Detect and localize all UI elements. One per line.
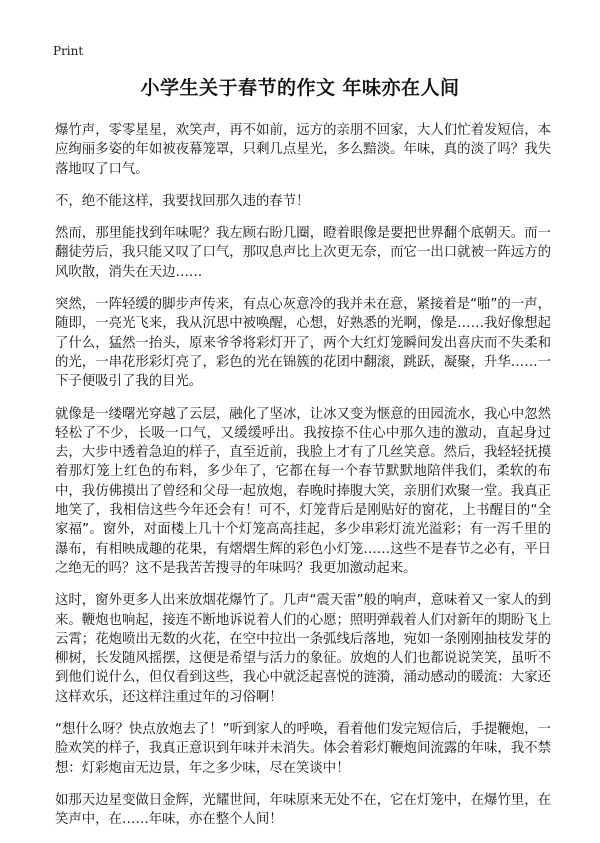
paragraph: 不，绝不能这样，我要找回那久违的春节！ xyxy=(55,193,310,209)
paragraph: 爆竹声，零零星星，欢笑声，再不如前，远方的亲朋不回家，大人们忙着发短信，本应绚丽多姿的年如被夜幕笼罩，只剩几点星光，多么黯淡。年味，真的淡了吗？我失落地叹了口气。 xyxy=(55,123,551,177)
article-body xyxy=(55,121,551,843)
paragraph: 这时，窗外更多人出来放烟花爆竹了。几声“震天雷”般的响声，意味着又一家人的到来。鞭炮也响起，接连不断地诉说着人们的心愿；照明弹载着人们对新年的期盼飞上云霄；花炮喷出无数的火花，在空中拉出一条弧线后落地，宛如一条刚刚抽枝发芽的柳树，长发随风摇摆，这便是希望与活力的象征。放炮的人们也都说说笑笑，虽听不到他们说什么，但仅看到这些，我心中就泛起喜悦的涟漪，涌动感动的暖流：大家还这样欢乐，还这样注重过年的习俗啊！ xyxy=(55,593,551,705)
paragraph: 然而，那里能找到年味呢？我左顾右盼几圈，瞪着眼像是要把世界翻个底朝天。而一翻徒劳后，我只能又叹了口气，那叹息声比上次更无奈，而它一出口就被一阵远方的风吹散，消失在天边…… xyxy=(55,226,551,280)
article-title: 小学生关于春节的作文 年味亦在人间 xyxy=(140,77,460,99)
paragraph: 如那天边星变做日金辉，光耀世间，年味原来无处不在，它在灯笼中，在爆竹里，在笑声中，在……年味，亦在整个人间！ xyxy=(55,792,551,828)
paragraph: “想什么呀？快点放炮去了！”听到家人的呼唤，看着他们发完短信后，手提鞭炮，一脸欢笑的样子，我真正意识到年味并未消失。体会着彩灯鞭炮间流露的年味，我不禁想：灯彩炮亩无边景，年之多少味，尽在笑谈中！ xyxy=(55,722,551,776)
paragraph: 就像是一缕曙光穿越了云层，融化了坚冰，让冰又变为惬意的田园流水，我心中忽然轻松了不少，长吸一口气，又缓缓呼出。我按捺不住心中那久违的激动，直起身过去，大步中透着急迫的样子，直至近前，我脸上才有了几丝笑意。然后，我轻轻抚摸着那灯笼上红色的布料，多少年了，它都在每一个春节默默地陪伴我们，柔软的布中，我仿佛摸出了曾经和父母一起放炮，春晚时捧腹大笑，亲朋们欢聚一堂。我真正地笑了，我相信这些今年还会有！可不，灯笼背后是刚贴好的窗花，上书醒目的“全家福”。窗外，对面楼上几十个灯笼高高挂起，多少串彩灯流光溢彩；有一泻千里的瀑布，有相映成趣的花果，有熠熠生辉的彩色小灯笼……这些不是春节之必有，平日之绝无的吗？这不是我苦苦搜寻的年味吗？我更加激动起来。 xyxy=(55,406,551,576)
paragraph: 突然，一阵轻缓的脚步声传来，有点心灰意冷的我并未在意，紧接着是“啪”的一声，随即，一亮光飞来，我从沉思中被唤醒，心想，好熟悉的光啊，像是……我好像想起了什么，猛然一抬头，原来爷爷将彩灯开了，两个大红灯笼瞬间发出喜庆而不失柔和的光，一串花形彩灯亮了，彩色的光在锦簇的花团中翻滚，跳跃，凝聚，升华……一下子便吸引了我的目光。 xyxy=(55,297,551,390)
print-link[interactable]: Print xyxy=(53,44,84,58)
